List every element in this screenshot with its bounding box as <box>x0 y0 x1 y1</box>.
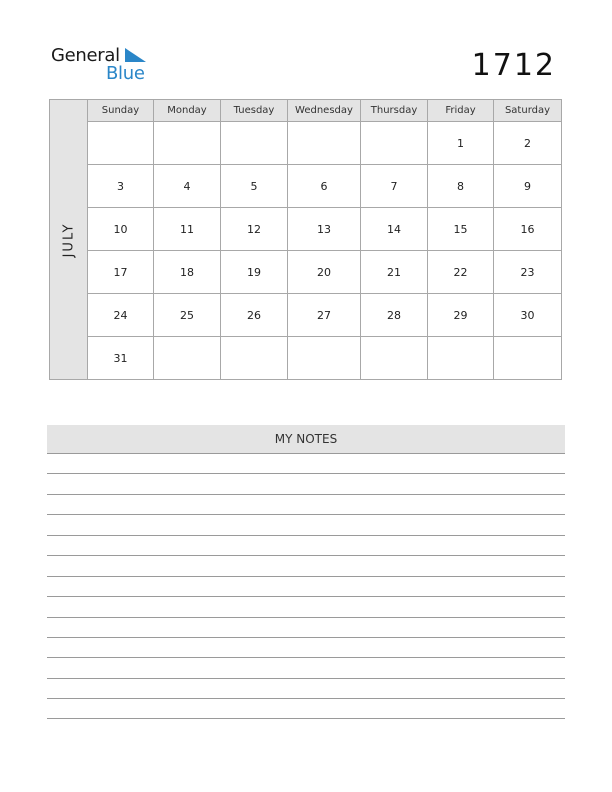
day-cell: 5 <box>221 165 288 208</box>
day-cell: 31 <box>88 337 154 380</box>
week-row <box>50 122 562 165</box>
note-line <box>47 637 565 638</box>
day-cell <box>154 337 221 380</box>
calendar-grid <box>49 99 562 380</box>
day-cell: 24 <box>88 294 154 337</box>
note-line <box>47 678 565 679</box>
day-cell: 11 <box>154 208 221 251</box>
day-cell <box>494 337 562 380</box>
day-cell: 17 <box>88 251 154 294</box>
week-row <box>50 294 562 337</box>
day-cell: 23 <box>494 251 562 294</box>
day-cell <box>288 337 361 380</box>
note-line <box>47 657 565 658</box>
brand-logo <box>51 44 161 84</box>
day-cell: 30 <box>494 294 562 337</box>
day-cell: 14 <box>361 208 428 251</box>
day-cell <box>428 337 494 380</box>
week-row <box>50 165 562 208</box>
weekday-header: Sunday <box>88 100 154 122</box>
day-cell: 29 <box>428 294 494 337</box>
day-cell: 26 <box>221 294 288 337</box>
logo-text-general: General <box>51 45 120 66</box>
day-cell <box>88 122 154 165</box>
day-cell: 12 <box>221 208 288 251</box>
day-cell: 13 <box>288 208 361 251</box>
day-cell: 25 <box>154 294 221 337</box>
day-cell <box>221 337 288 380</box>
day-cell: 10 <box>88 208 154 251</box>
notes-header: MY NOTES <box>47 425 565 454</box>
day-cell: 20 <box>288 251 361 294</box>
note-line <box>47 576 565 577</box>
logo-text-blue: Blue <box>106 63 145 84</box>
day-cell: 9 <box>494 165 562 208</box>
day-cell: 7 <box>361 165 428 208</box>
day-cell: 18 <box>154 251 221 294</box>
day-cell: 27 <box>288 294 361 337</box>
day-cell <box>221 122 288 165</box>
weekday-header: Saturday <box>494 100 562 122</box>
note-line <box>47 617 565 618</box>
note-line <box>47 535 565 536</box>
day-cell: 6 <box>288 165 361 208</box>
day-cell: 21 <box>361 251 428 294</box>
note-line <box>47 514 565 515</box>
day-cell: 16 <box>494 208 562 251</box>
weekday-header: Friday <box>428 100 494 122</box>
note-line <box>47 718 565 719</box>
note-line <box>47 596 565 597</box>
week-row <box>50 337 562 380</box>
day-cell: 28 <box>361 294 428 337</box>
day-cell: 15 <box>428 208 494 251</box>
note-line <box>47 473 565 474</box>
day-cell: 1 <box>428 122 494 165</box>
day-cell: 8 <box>428 165 494 208</box>
day-cell: 2 <box>494 122 562 165</box>
day-cell: 4 <box>154 165 221 208</box>
day-cell: 19 <box>221 251 288 294</box>
note-line <box>47 555 565 556</box>
weekday-header: Monday <box>154 100 221 122</box>
day-cell <box>154 122 221 165</box>
logo-triangle-icon <box>123 47 147 63</box>
day-cell <box>361 122 428 165</box>
month-label: JULY <box>61 222 76 257</box>
weekday-header: Thursday <box>361 100 428 122</box>
note-line <box>47 494 565 495</box>
week-row <box>50 251 562 294</box>
weekday-header: Wednesday <box>288 100 361 122</box>
year-title: 1712 <box>471 48 556 83</box>
day-cell <box>361 337 428 380</box>
month-label-cell <box>50 100 88 380</box>
week-row <box>50 208 562 251</box>
day-cell: 22 <box>428 251 494 294</box>
day-cell: 3 <box>88 165 154 208</box>
note-line <box>47 698 565 699</box>
weekday-header: Tuesday <box>221 100 288 122</box>
day-cell <box>288 122 361 165</box>
